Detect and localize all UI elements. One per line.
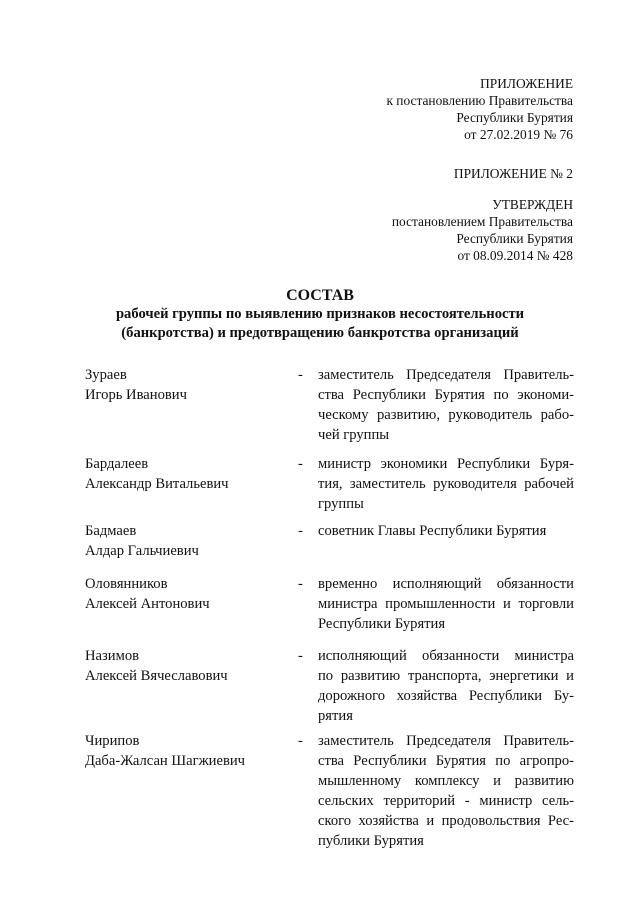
- member-separator: -: [298, 367, 303, 383]
- member-separator: -: [298, 648, 303, 664]
- member-name: [85, 454, 285, 494]
- member-role-line: тия, заместитель руководителя рабочей: [318, 476, 574, 492]
- member-role-line: чей группы: [318, 427, 390, 443]
- member-role-line: министр экономики Республики Буря-: [318, 456, 574, 472]
- member-name-line: Алдар Гальчиевич: [85, 543, 199, 559]
- document-title: [0, 286, 640, 343]
- member-role: [318, 574, 574, 634]
- member-name-line: Чирипов: [85, 733, 140, 749]
- member-role-line: мышленному комплексу и развитию: [318, 773, 574, 789]
- member-separator: -: [298, 576, 303, 592]
- member-name-line: Зураев: [85, 367, 127, 383]
- appendix-header: [386, 75, 573, 143]
- member-role-line: дорожного хозяйства Республики Бу-: [318, 688, 574, 704]
- appendix-line: ПРИЛОЖЕНИЕ: [480, 76, 573, 91]
- member-name-line: Александр Витальевич: [85, 476, 229, 492]
- approved-line: от 08.09.2014 № 428: [457, 248, 573, 263]
- member-role-line: ства Республики Бурятия по агропро-: [318, 753, 574, 769]
- member-role: [318, 646, 574, 726]
- appendix-line: к постановлению Правительства: [386, 93, 573, 108]
- member-separator: -: [298, 523, 303, 539]
- approved-header: [392, 196, 573, 264]
- member-name-line: Даба-Жалсан Шагжиевич: [85, 753, 245, 769]
- approved-line: Республики Бурятия: [456, 231, 573, 246]
- member-role-line: ского хозяйства и продовольствия Рес-: [318, 813, 574, 829]
- appendix2-header: [454, 165, 573, 182]
- member-role: [318, 365, 574, 445]
- member-name-line: Бадмаев: [85, 523, 137, 539]
- title-subtitle-line: рабочей группы по выявлению признаков несостоятельности: [115, 306, 525, 322]
- member-separator: -: [298, 456, 303, 472]
- member-role-line: ческому развитию, руководитель рабо-: [318, 407, 574, 423]
- appendix-line: Республики Бурятия: [456, 110, 573, 125]
- member-name: [85, 731, 285, 771]
- appendix2-label: ПРИЛОЖЕНИЕ № 2: [453, 166, 573, 181]
- member-role-line: советник Главы Республики Бурятия: [318, 523, 547, 539]
- member-role-line: министра промышленности и торговли: [318, 596, 574, 612]
- member-role-line: публики Бурятия: [318, 833, 424, 849]
- title-main: СОСТАВ: [286, 287, 354, 304]
- approved-line: постановлением Правительства: [391, 214, 573, 229]
- member-role: [318, 454, 574, 514]
- member-name-line: Игорь Иванович: [85, 387, 187, 403]
- title-subtitle-line: (банкротства) и предотвращению банкротства организаций: [121, 325, 519, 341]
- member-name-line: Оловянников: [85, 576, 168, 592]
- member-name: [85, 521, 285, 561]
- member-name-line: Алексей Вячеславович: [85, 668, 228, 684]
- member-role-line: заместитель Председателя Правитель-: [318, 733, 574, 749]
- member-name: [85, 574, 285, 614]
- member-role-line: по развитию транспорта, энергетики и: [318, 668, 574, 684]
- member-role: [318, 731, 574, 851]
- member-name: [85, 646, 285, 686]
- member-name: [85, 365, 285, 405]
- member-role-line: сельских территорий - министр сель-: [318, 793, 574, 809]
- member-name-line: Бардалеев: [85, 456, 149, 472]
- approved-line: УТВЕРЖДЕН: [492, 197, 573, 212]
- member-name-line: Назимов: [85, 648, 140, 664]
- member-role-line: Республики Бурятия: [318, 616, 446, 632]
- member-role-line: заместитель Председателя Правитель-: [318, 367, 574, 383]
- member-role: [318, 521, 574, 541]
- member-role-line: ства Республики Бурятия по экономи-: [318, 387, 574, 403]
- member-role-line: временно исполняющий обязанности: [318, 576, 574, 592]
- member-name-line: Алексей Антонович: [85, 596, 210, 612]
- member-separator: -: [298, 733, 303, 749]
- member-role-line: рятия: [318, 708, 353, 724]
- member-role-line: исполняющий обязанности министра: [318, 648, 574, 664]
- member-role-line: группы: [318, 496, 364, 512]
- appendix-line: от 27.02.2019 № 76: [464, 127, 573, 142]
